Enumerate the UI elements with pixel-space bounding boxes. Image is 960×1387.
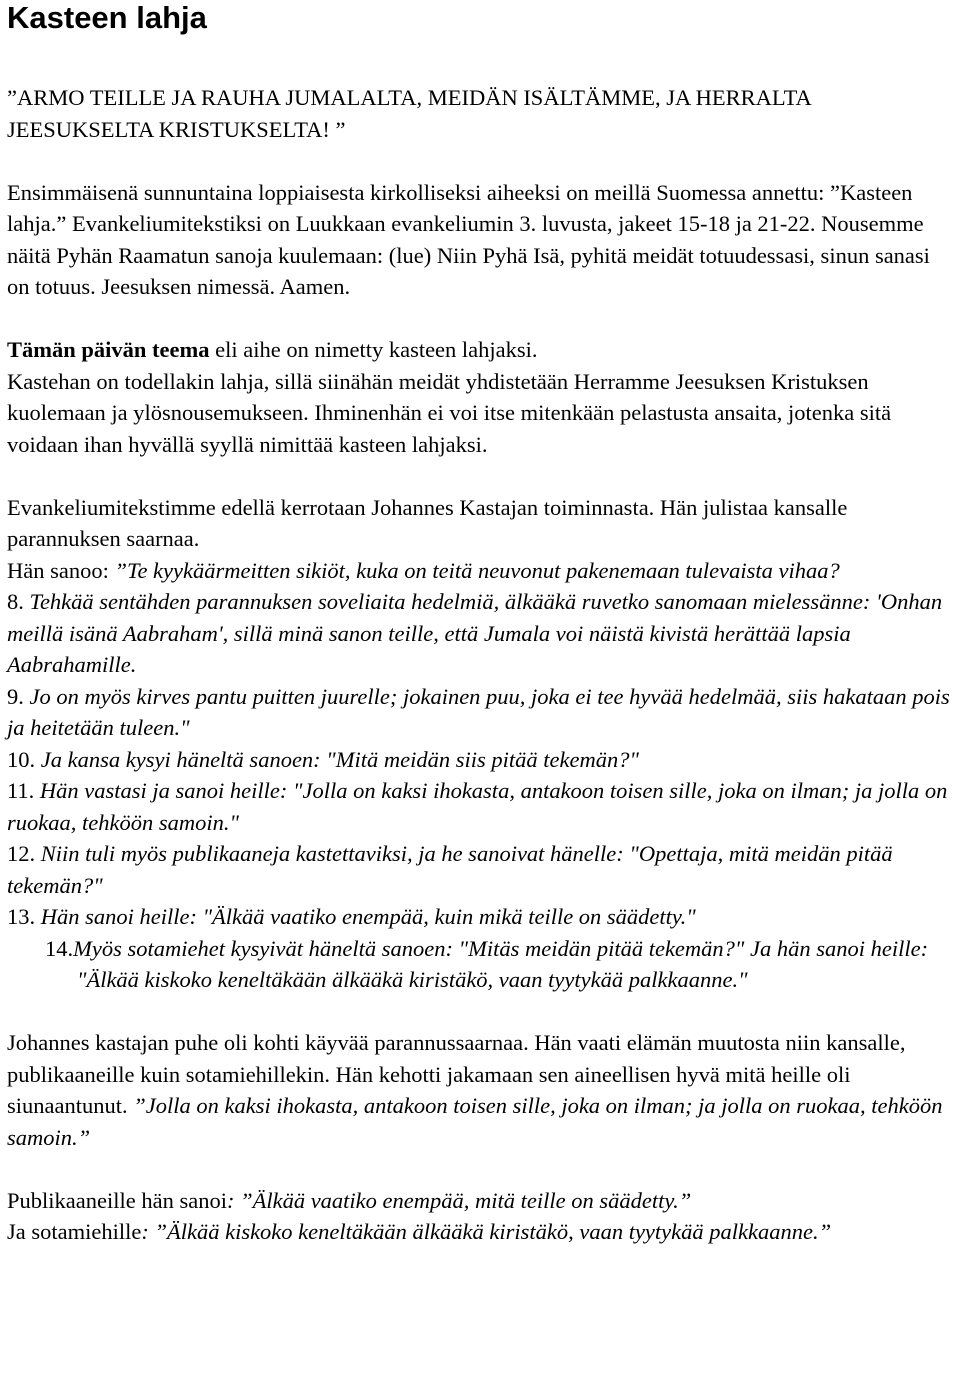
baptism-paragraph: Kastehan on todellakin lahja, sillä siinähän meidät yhdistetään Herramme Jeesuksen Kristuksen kuolemaan ja ylösnousemukseen. Ihminenhän ei voi itse mitenkään pelastusta ansaita, jotenka sitä voidaan ihan hyvällä syyllä nimittää kasteen lahjaksi. bbox=[7, 368, 892, 457]
he-says-paragraph bbox=[7, 555, 960, 587]
soldiers-paragraph bbox=[7, 1216, 960, 1248]
verse-line bbox=[7, 775, 960, 838]
verse-text: Ja kansa kysyi häneltä sanoen: "Mitä meidän siis pitää tekemän?" bbox=[40, 746, 639, 772]
verse-text: Myös sotamiehet kysyivät häneltä sanoen: "Mitäs meidän pitää tekemän?" Ja hän sanoi heille: "Älkää kiskoko keneltäkään älkääkä kiristäkö, vaan tyytykää palkkaanne." bbox=[73, 935, 929, 992]
verse-line bbox=[7, 681, 960, 744]
page-title: Kasteen lahja bbox=[7, 0, 207, 35]
gospel-intro-paragraph: Evankeliumitekstimme edellä kerrotaan Johannes Kastajan toiminnasta. Hän julistaa kansalle parannuksen saarnaa. bbox=[7, 494, 848, 551]
theme-text: eli aihe on nimetty kasteen lahjaksi. bbox=[209, 337, 538, 362]
verse-text: Jo on myös kirves pantu puitten juurelle; jokainen puu, joka ei tee hyvää hedelmää, siis hakataan pois ja heitetään tuleen." bbox=[7, 683, 950, 740]
verse-number: 12. bbox=[7, 841, 41, 866]
verse-line bbox=[7, 838, 960, 901]
verse-number: 8. bbox=[7, 589, 30, 614]
verse-line-indented bbox=[7, 933, 960, 996]
verse-text: Hän sanoi heille: "Älkää vaatiko enempää, kuin mikä teille on säädetty." bbox=[40, 904, 696, 929]
verse-number: 14. bbox=[45, 935, 74, 961]
publicans-prefix: Publikaaneille hän sanoi bbox=[7, 1187, 227, 1213]
verse-line bbox=[7, 586, 960, 681]
greeting-paragraph: ”ARMO TEILLE JA RAUHA JUMALALTA, MEIDÄN ISÄLTÄMME, JA HERRALTA JEESUKSELTA KRISTUKSELTA! ” bbox=[7, 85, 811, 142]
publicans-paragraph bbox=[7, 1185, 960, 1217]
verse-line bbox=[7, 901, 960, 933]
verse-line bbox=[7, 744, 960, 776]
he-says-quote: ”Te kyykäärmeitten sikiöt, kuka on teitä neuvonut pakenemaan tulevaista vihaa? bbox=[114, 557, 840, 583]
verse-number: 9. bbox=[7, 683, 30, 709]
verse-text: Niin tuli myös publikaaneja kastettaviksi, ja he sanoivat hänelle: "Opettaja, mitä meidän pitää tekemän?" bbox=[7, 841, 893, 898]
verse-text: Tehkää sentähden parannuksen soveliaita hedelmiä, älkääkä ruvetko sanomaan mielessänne: 'Onhan meillä isänä Aabraham', sillä minä sanon teille, että Jumala voi näistä kivistä herättää lapsia Aabrahamille. bbox=[7, 589, 943, 677]
johannes-quote: ”Jolla on kaksi ihokasta, antakoon toisen sille, joka on ilman; ja jolla on ruokaa, tehköön samoin.” bbox=[7, 1093, 943, 1150]
theme-paragraph bbox=[7, 334, 960, 366]
verse-number: 11. bbox=[7, 778, 40, 803]
verse-text: Hän vastasi ja sanoi heille: "Jolla on kaksi ihokasta, antakoon toisen sille, joka on ilman; ja jolla on ruokaa, tehköön samoin." bbox=[7, 778, 948, 835]
soldiers-prefix: Ja sotamiehille bbox=[7, 1219, 142, 1244]
theme-heading: Tämän päivän teema bbox=[7, 337, 210, 362]
publicans-quote: : ”Älkää vaatiko enempää, mitä teille on säädetty.” bbox=[226, 1187, 692, 1213]
johannes-paragraph bbox=[7, 1027, 960, 1153]
intro-paragraph: Ensimmäisenä sunnuntaina loppiaisesta kirkolliseksi aiheeksi on meillä Suomessa annettu: ”Kasteen lahja.” Evankeliumitekstiksi on Luukkaan evankeliumin 3. luvusta, jakeet 15-18 ja 21-22. Nousemme näitä Pyhän Raamatun sanoja kuulemaan: (lue) Niin Pyhä Isä, pyhitä meidät totuudessasi, sinun sanasi on totuus. Jeesuksen nimessä. Aamen. bbox=[7, 179, 930, 299]
he-says-prefix: Hän sanoo: bbox=[7, 557, 115, 583]
verse-number: 13. bbox=[7, 904, 41, 929]
johannes-text: Johannes kastajan puhe oli kohti käyvää parannussaarnaa. Hän vaati elämän muutosta niin kansalle, publikaaneille kuin sotamiehillekin. Hän kehotti jakamaan sen aineellisen hyvä mitä heille oli siunaantunut. bbox=[7, 1030, 906, 1118]
verse-number: 10. bbox=[7, 746, 41, 772]
soldiers-quote: : ”Älkää kiskoko keneltäkään älkääkä kiristäkö, vaan tyytykää palkkaanne.” bbox=[141, 1219, 832, 1244]
